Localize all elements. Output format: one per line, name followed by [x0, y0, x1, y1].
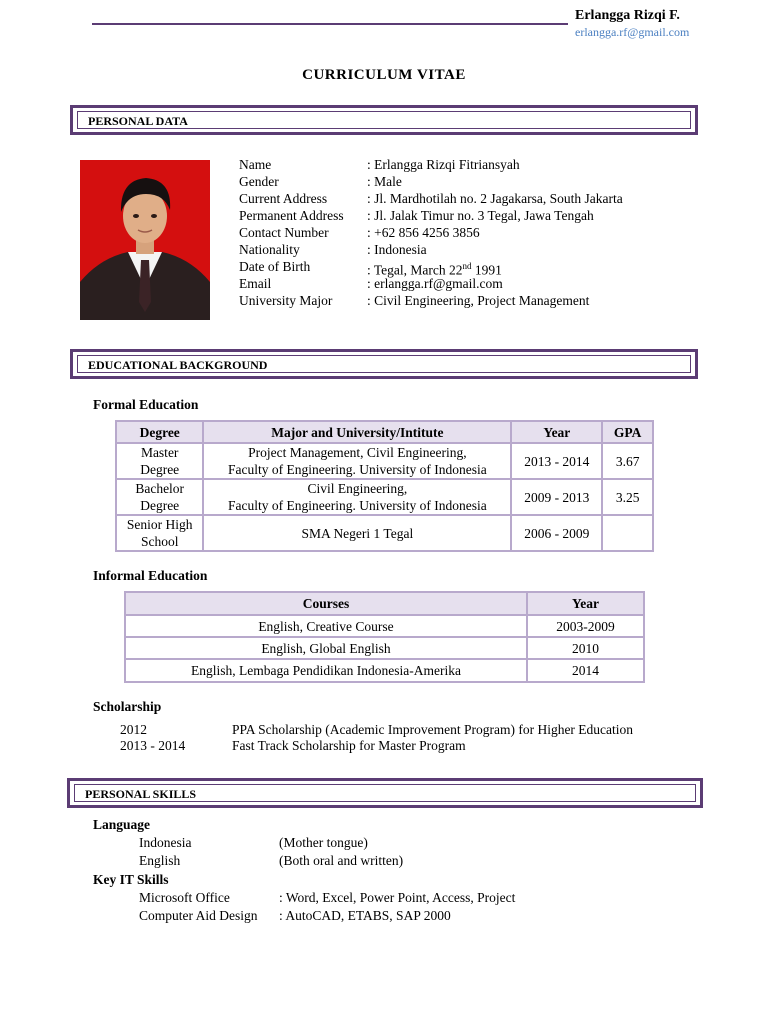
scholarship-description: PPA Scholarship (Academic Improvement Program) for Higher Education	[232, 722, 634, 737]
dob-year: 1991	[471, 262, 502, 278]
year-cell: 2014	[527, 659, 644, 682]
field-label: Name	[239, 157, 272, 172]
header-rule	[92, 23, 568, 25]
language-level: (Mother tongue)	[279, 835, 368, 850]
field-value: : erlangga.rf@gmail.com	[367, 276, 503, 291]
scholarship-description: Fast Track Scholarship for Master Program	[232, 738, 466, 753]
gpa-cell: 3.25	[602, 479, 653, 515]
year-cell: 2013 - 2014	[511, 443, 602, 479]
table-row	[125, 637, 644, 659]
major-cell: Civil Engineering, Faculty of Engineering. University of Indonesia	[203, 479, 511, 515]
section-educational-background	[70, 349, 698, 379]
field-label: Nationality	[239, 242, 300, 257]
formal-education-table	[115, 420, 654, 552]
it-skills-heading: Key IT Skills	[93, 872, 169, 887]
field-value: : Male	[367, 174, 402, 189]
field-value: : +62 856 4256 3856	[367, 225, 480, 240]
language-name: English	[139, 853, 181, 868]
dob-text: : Tegal, March 22	[367, 262, 463, 278]
header-email[interactable]: erlangga.rf@gmail.com	[575, 25, 690, 39]
major-cell: SMA Negeri 1 Tegal	[203, 515, 511, 551]
document-title: CURRICULUM VITAE	[302, 67, 466, 83]
it-skill-tools: : Word, Excel, Power Point, Access, Project	[279, 890, 516, 905]
column-header: Year	[511, 421, 602, 443]
year-cell: 2009 - 2013	[511, 479, 602, 515]
gpa-cell: 3.67	[602, 443, 653, 479]
field-label: Permanent Address	[239, 208, 344, 223]
section-heading: PERSONAL SKILLS	[74, 784, 696, 802]
language-heading: Language	[93, 817, 151, 832]
gpa-cell	[602, 515, 653, 551]
it-skill-name: Microsoft Office	[139, 890, 230, 905]
course-cell: English, Global English	[125, 637, 527, 659]
year-cell: 2006 - 2009	[511, 515, 602, 551]
table-row	[125, 659, 644, 682]
column-header: GPA	[602, 421, 653, 443]
column-header: Degree	[116, 421, 203, 443]
course-cell: English, Lembaga Pendidikan Indonesia-Amerika	[125, 659, 527, 682]
major-cell: Project Management, Civil Engineering, Faculty of Engineering. University of Indonesia	[203, 443, 511, 479]
it-skill-name: Computer Aid Design	[139, 908, 258, 923]
field-label: University Major	[239, 293, 333, 308]
field-label: Gender	[239, 174, 279, 189]
formal-education-heading: Formal Education	[93, 397, 199, 412]
table-row	[116, 479, 653, 515]
column-header: Courses	[125, 592, 527, 615]
informal-education-heading: Informal Education	[93, 568, 208, 583]
field-label: Contact Number	[239, 225, 329, 240]
field-label: Date of Birth	[239, 259, 311, 274]
table-row	[125, 615, 644, 637]
field-label: Email	[239, 276, 272, 291]
column-header: Major and University/Intitute	[203, 421, 511, 443]
header-name: Erlangga Rizqi F.	[575, 8, 680, 23]
table-header-row	[116, 421, 653, 443]
language-name: Indonesia	[139, 835, 192, 850]
scholarship-heading: Scholarship	[93, 699, 162, 714]
dob-ordinal: nd	[462, 261, 472, 271]
profile-photo	[80, 160, 210, 320]
section-heading: PERSONAL DATA	[77, 111, 691, 129]
section-heading: EDUCATIONAL BACKGROUND	[77, 355, 691, 373]
language-level: (Both oral and written)	[279, 853, 404, 868]
section-personal-skills	[67, 778, 703, 808]
degree-cell: Bachelor Degree	[116, 479, 203, 515]
field-label: Current Address	[239, 191, 328, 206]
table-row	[116, 443, 653, 479]
table-row	[116, 515, 653, 551]
scholarship-year: 2013 - 2014	[120, 738, 186, 753]
it-skill-tools: : AutoCAD, ETABS, SAP 2000	[279, 908, 451, 923]
table-header-row	[125, 592, 644, 615]
column-header: Year	[527, 592, 644, 615]
scholarship-year: 2012	[120, 722, 147, 737]
informal-education-table	[124, 591, 645, 683]
year-cell: 2010	[527, 637, 644, 659]
course-cell: English, Creative Course	[125, 615, 527, 637]
field-value: : Erlangga Rizqi Fitriansyah	[367, 157, 520, 172]
section-personal-data	[70, 105, 698, 135]
year-cell: 2003-2009	[527, 615, 644, 637]
degree-cell: Master Degree	[116, 443, 203, 479]
field-value: : Indonesia	[367, 242, 427, 257]
field-value: : Jl. Jalak Timur no. 3 Tegal, Jawa Tengah	[367, 208, 594, 223]
field-value: : Civil Engineering, Project Management	[367, 293, 590, 308]
degree-cell: Senior High School	[116, 515, 203, 551]
field-value: : Jl. Mardhotilah no. 2 Jagakarsa, South Jakarta	[367, 191, 623, 206]
